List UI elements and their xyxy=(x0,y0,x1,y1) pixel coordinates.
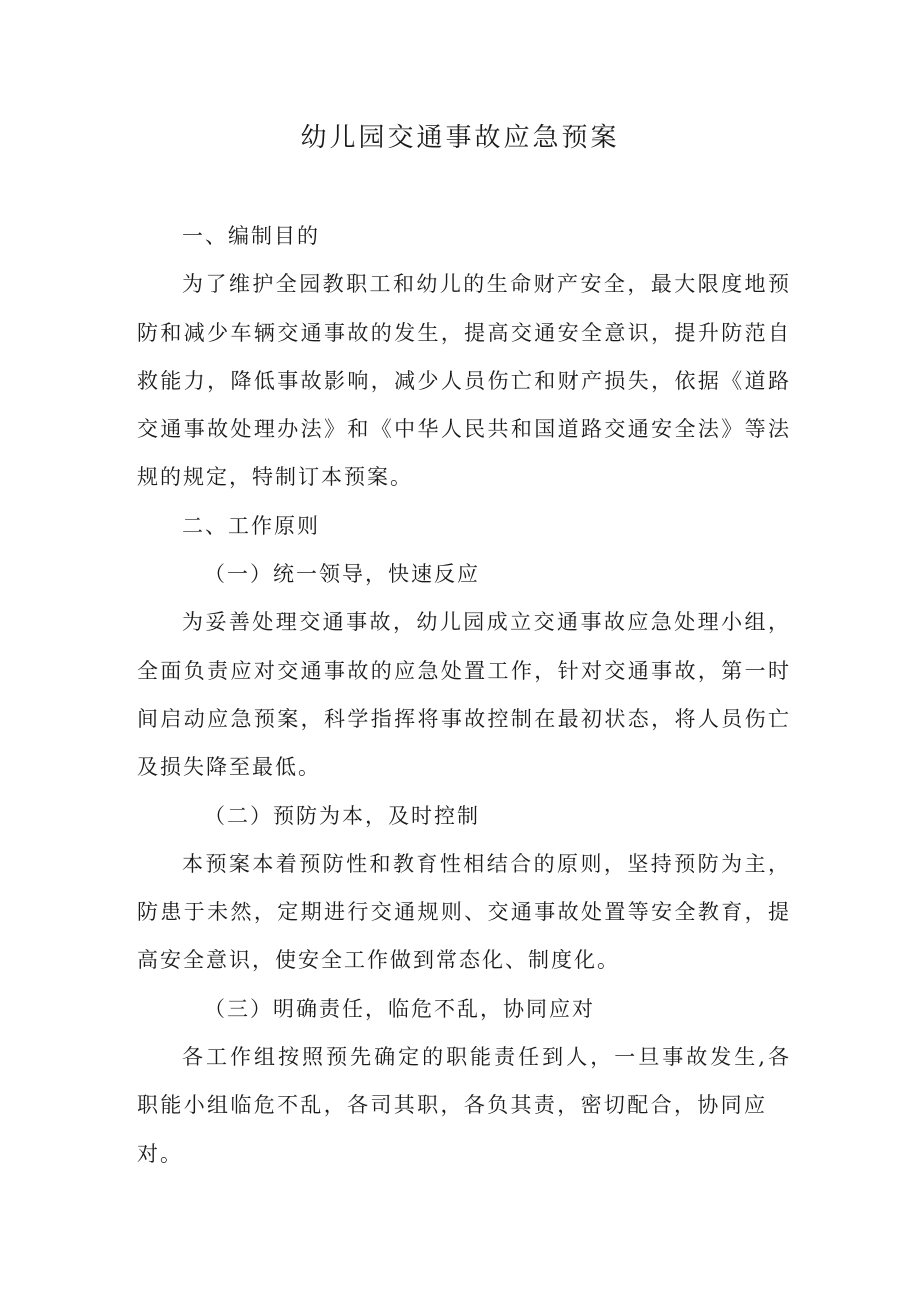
paragraph-line: 高安全意识，使安全工作做到常态化、制度化。 xyxy=(137,948,620,973)
subsection-heading-1: （一）统一领导，快速反应 xyxy=(204,562,480,587)
subsection-heading-2: （二）预防为本，及时控制 xyxy=(204,803,480,828)
document-body xyxy=(137,212,789,1178)
paragraph-line: 对。 xyxy=(137,1141,183,1166)
section-heading-principles: 二、工作原则 xyxy=(182,513,320,538)
paragraph-line: 交通事故处理办法》和《中华人民共和国道路交通安全法》等法 xyxy=(137,417,789,442)
paragraph-line: 全面负责应对交通事故的应急处置工作，针对交通事故，第一时 xyxy=(137,658,789,683)
paragraph-line: 职能小组临危不乱，各司其职，各负其责，密切配合，协同应 xyxy=(137,1093,767,1118)
paragraph-line: 规的规定，特制订本预案。 xyxy=(137,465,413,490)
paragraph-line: 救能力，降低事故影响，减少人员伤亡和财产损失，依据《道路 xyxy=(137,368,789,393)
paragraph-line: 为妥善处理交通事故，幼儿园成立交通事故应急处理小组， xyxy=(182,610,789,635)
paragraph-line: 本预案本着预防性和教育性相结合的原则，坚持预防为主， xyxy=(182,851,789,876)
paragraph-line: 及损失降至最低。 xyxy=(137,755,321,780)
paragraph-line: 防和减少车辆交通事故的发生，提高交通安全意识，提升防范自 xyxy=(137,320,789,345)
subsection-heading-3: （三）明确责任，临危不乱，协同应对 xyxy=(204,996,595,1021)
document-title: 幼儿园交通事故应急预案 xyxy=(300,123,620,153)
paragraph-line: 各工作组按照预先确定的职能责任到人，一旦事故发生,各 xyxy=(182,1045,789,1070)
section-heading-purpose: 一、编制目的 xyxy=(182,224,320,248)
paragraph-line: 间启动应急预案，科学指挥将事故控制在最初状态，将人员伤亡 xyxy=(137,706,789,731)
paragraph-line: 防患于未然，定期进行交通规则、交通事故处置等安全教育，提 xyxy=(137,900,789,925)
paragraph-line: 为了维护全园教职工和幼儿的生命财产安全，最大限度地预 xyxy=(182,272,789,297)
